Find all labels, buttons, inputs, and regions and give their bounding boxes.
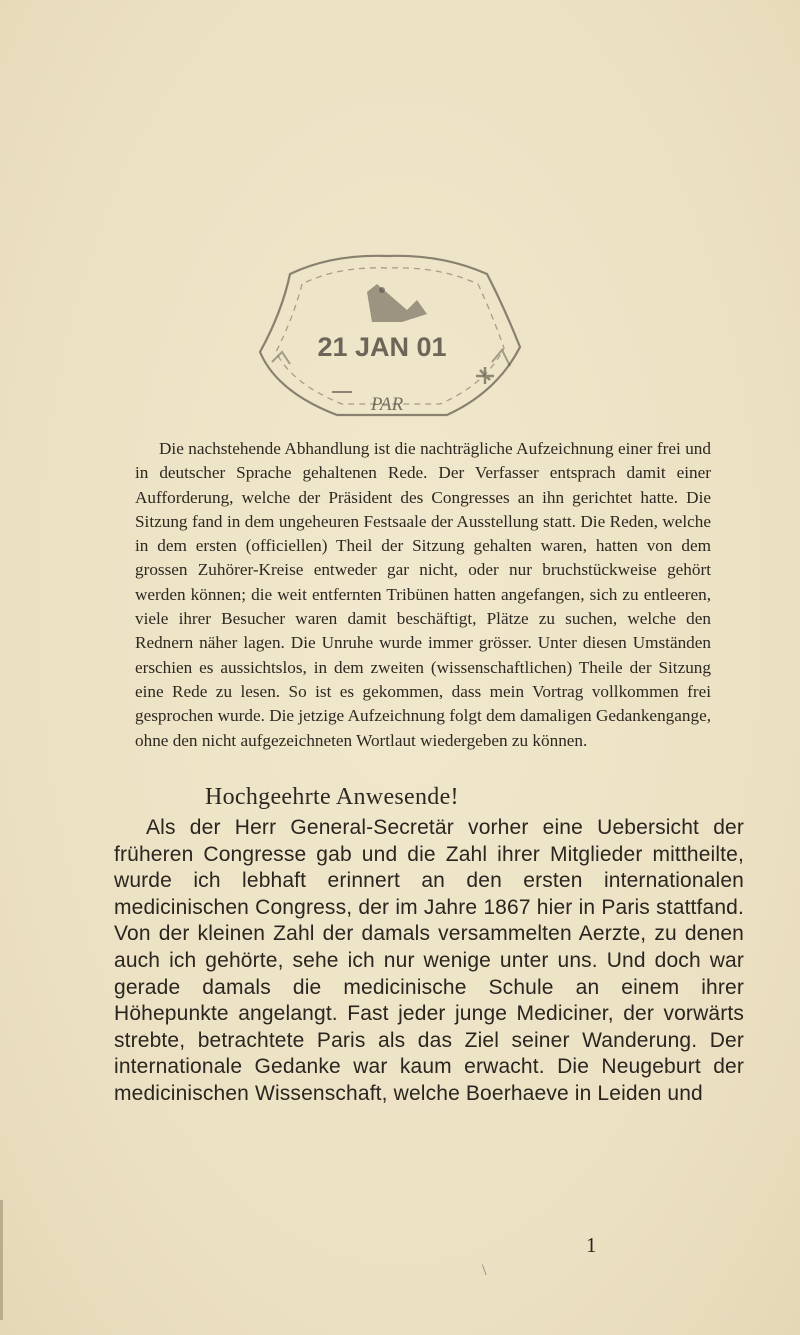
stamp-date: 21 JAN 01	[317, 332, 447, 362]
intro-paragraph: Die nachstehende Abhandlung ist die nachträgliche Aufzeichnung einer frei und in deutscher Sprache gehaltenen Rede. Der Verfasser entsprach damit einer Aufforderung, welche der Präsident des Congresses an ihn gerichtet hatte. Die Sitzung fand in dem ungeheuren Festsaale der Ausstellung statt. Die Reden, welche in dem ersten (officiellen) Theil der Sitzung gehalten waren, hatten von dem grossen Zuhörer-Kreise entweder gar nicht, oder nur bruchstückweise gehört werden können; die weit entfernten Tribünen hatten angefangen, sich zu entleeren, viele ihrer Besucher waren damit beschäftigt, Plätze zu suchen, welche den Rednern näher lagen. Die Unruhe wurde immer grösser. Unter diesen Umständen erschien es aussichtslos, in dem zweiten (wissenschaftlichen) Theile der Sitzung eine Rede zu lesen. So ist es gekommen, dass mein Vortrag vollkommen frei gesprochen wurde. Die jetzige Aufzeichnung folgt dem damaligen Gedankengange, ohne den nicht aufgezeichneten Wortlaut wiedergeben zu können.	[135, 439, 711, 750]
introduction	[135, 437, 711, 753]
stamp-label: PAR	[370, 394, 404, 415]
library-stamp	[242, 252, 532, 420]
speech-paragraph: Als der Herr General-Secretär vorher eine Uebersicht der früheren Congresse gab und die Zahl ihrer Mitglieder mittheilte, wurde ich lebhaft erinnert an den ersten internationalen medicinischen Congress, der im Jahre 1867 hier in Paris stattfand. Von der kleinen Zahl der damals versammelten Aerzte, zu denen auch ich gehörte, sehe ich nur wenige unter uns. Und doch war gerade damals die medicinische Schule an einem ihrer Höhepunkte angelangt. Fast jeder junge Mediciner, der vorwärts strebte, betrachtete Paris als das Ziel seiner Wanderung. Der internationale Gedanke war kaum erwacht. Die Neugeburt der medicinischen Wissenschaft, welche Boerhaeve in Leiden und	[114, 816, 744, 1105]
salutation-heading: Hochgeehrte Anwesende!	[205, 784, 459, 810]
page-number: 1	[586, 1233, 597, 1257]
stray-mark: \	[482, 1262, 487, 1279]
page-edge-shadow	[0, 1200, 3, 1320]
speech-body	[114, 815, 744, 1108]
